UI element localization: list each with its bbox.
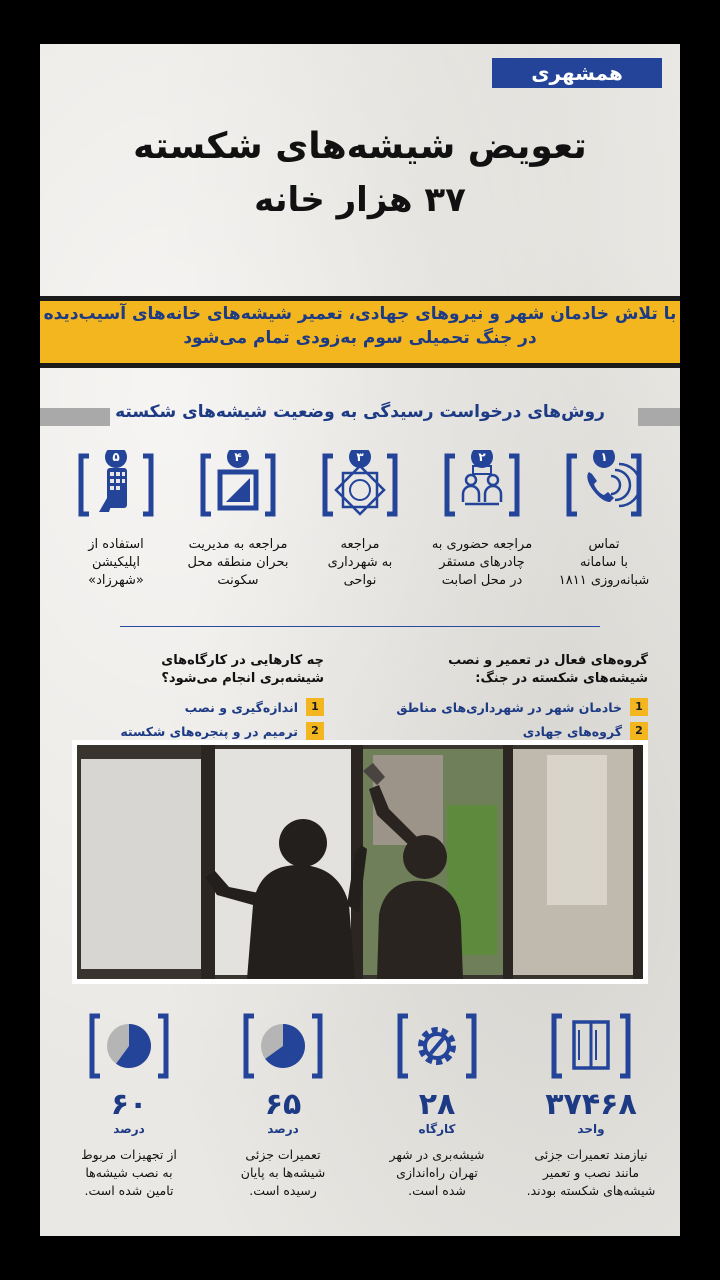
method-text: مراجعه به شهرداری نواحی <box>327 537 393 588</box>
pie-chart-icon <box>242 1010 324 1082</box>
crisis-management-icon <box>199 450 277 520</box>
list-text: ترمیم در و پنجره‌های شکسته <box>120 723 298 739</box>
method-number: ۱ <box>600 450 608 464</box>
meeting-people-icon <box>443 450 521 520</box>
method-item-4 <box>180 450 296 620</box>
municipality-emblem-icon <box>321 450 399 520</box>
stat-item-2 <box>366 1010 508 1236</box>
stat-value: ۶۵ <box>264 1087 302 1122</box>
stat-value: ۶۰ <box>110 1087 148 1122</box>
stats-row <box>58 1010 662 1236</box>
stat-description: نیازمند تعمیرات جزئی مانند نصب و تعمیر شیشه‌های شکسته بودند. <box>526 1147 656 1198</box>
method-text: مراجعه به مدیریت بحران منطقه محل سکونت <box>187 537 289 588</box>
active-groups-title <box>358 652 648 688</box>
stat-value: ۲۸ <box>418 1087 456 1122</box>
pie-chart-icon <box>88 1010 170 1082</box>
method-item-2 <box>424 450 540 620</box>
workshop-tasks-title <box>40 652 324 688</box>
method-text: استفاده از اپلیکیشن «شهرزاد» <box>88 537 144 588</box>
stat-description: شیشه‌بری در شهر تهران راه‌اندازی شده است. <box>389 1147 485 1198</box>
method-number: ۴ <box>234 450 242 464</box>
stat-item-4 <box>58 1010 200 1236</box>
workers-photo <box>72 740 648 984</box>
list-number: 2 <box>630 722 648 740</box>
workshop-tasks-title-line-2: شیشه‌بری انجام می‌شود؟ <box>161 671 324 686</box>
method-number: ۲ <box>478 450 486 464</box>
stat-description: از تجهیزات مربوط به نصب شیشه‌ها تامین شده است. <box>81 1147 177 1198</box>
stat-description: تعمیرات جزئی شیشه‌ها به پایان رسیده است. <box>240 1147 326 1198</box>
method-number: ۳ <box>356 450 364 464</box>
method-text: تماس با سامانه شبانه‌روزی ۱۸۱۱ <box>558 537 650 588</box>
list-number: 1 <box>630 698 648 716</box>
active-groups-box <box>358 652 648 746</box>
stat-unit: درصد <box>267 1122 299 1136</box>
list-number: 1 <box>306 698 324 716</box>
list-text: خادمان شهر در شهرداری‌های مناطق <box>396 699 622 715</box>
list-item <box>40 698 324 716</box>
methods-list <box>58 450 662 620</box>
list-number: 2 <box>306 722 324 740</box>
active-groups-title-line-1: گروه‌های فعال در تعمیر و نصب <box>448 653 648 668</box>
method-number: ۵ <box>112 450 120 464</box>
infographic-paper <box>40 44 680 1236</box>
banner-text <box>40 302 680 350</box>
page-title: تعویض شیشه‌های شکسته <box>133 126 587 167</box>
phone-call-icon <box>565 450 643 520</box>
banner-line-1: با تلاش خادمان شهر و نیروهای جهادی، تعمیر شیشه‌های خانه‌های آسیب‌دیده <box>43 304 677 324</box>
workers-photo-image <box>77 745 643 979</box>
brand-logo: همشهری <box>492 58 662 88</box>
stat-unit: واحد <box>577 1122 605 1136</box>
stat-unit: کارگاه <box>418 1122 456 1136</box>
banner-line-2: در جنگ تحمیلی سوم به‌زودی تمام می‌شود <box>183 328 537 348</box>
methods-section-title: روش‌های درخواست رسیدگی به وضعیت شیشه‌های شکسته <box>115 402 605 422</box>
workshop-tasks-box <box>40 652 324 746</box>
method-item-3 <box>302 450 418 620</box>
method-item-1 <box>546 450 662 620</box>
list-text: اندازه‌گیری و نصب <box>184 699 298 715</box>
list-item <box>358 698 648 716</box>
stat-item-3 <box>212 1010 354 1236</box>
list-text: گروه‌های جهادی <box>522 723 622 739</box>
mobile-app-icon <box>77 450 155 520</box>
window-icon <box>550 1010 632 1082</box>
method-text: مراجعه حضوری به چادرهای مستقر در محل اصابت <box>431 537 533 588</box>
active-groups-title-line-2: شیشه‌های شکسته در جنگ: <box>475 671 648 686</box>
method-item-5 <box>58 450 174 620</box>
page-subtitle: ۳۷ هزار خانه <box>254 180 466 220</box>
divider <box>120 626 600 627</box>
stat-value: ۳۷۴۶۸ <box>545 1087 637 1122</box>
list-item <box>358 722 648 740</box>
stat-item-1 <box>520 1010 662 1236</box>
gear-wrench-icon <box>396 1010 478 1082</box>
list-item <box>40 722 324 740</box>
workshop-tasks-title-line-1: چه کارهایی در کارگاه‌های <box>161 653 324 668</box>
stat-unit: درصد <box>113 1122 145 1136</box>
